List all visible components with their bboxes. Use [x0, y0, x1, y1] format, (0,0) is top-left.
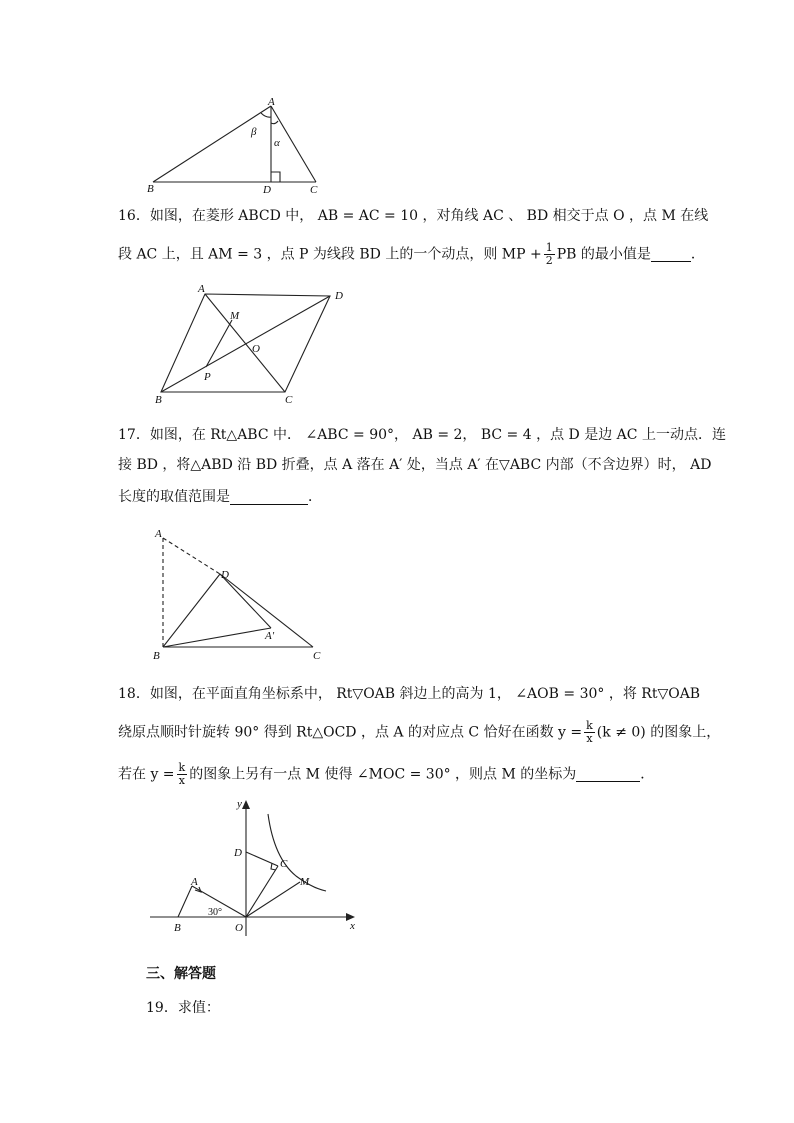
q17-line3: 长度的取值范围是 ． [118, 489, 322, 505]
figure-q18 [150, 796, 370, 940]
figure-q18-svg [150, 796, 370, 940]
label-a: A [191, 876, 198, 888]
label-alpha: α [274, 137, 280, 149]
answer-blank-q18[interactable] [576, 767, 640, 782]
q18-line2: 绕原点顺时针旋转 90° 得到 Rt△OCD ，点 A 的对应点 C 恰好在函数 y = $\frac{k}{x}$ (k ≠ 0) 的图象上， [118, 719, 721, 745]
fraction-half: $\frac{1}{2}$ [545, 241, 553, 267]
segment-om [246, 882, 300, 917]
hyperbola-curve [268, 814, 326, 891]
angle-arc-beta [261, 113, 271, 117]
segment-dc [246, 852, 278, 866]
fraction-k-over-x-2: $\frac{k}{x}$ [178, 761, 186, 787]
label-d: D [221, 569, 229, 581]
figure-q16-svg [152, 284, 352, 406]
segment-ab [153, 106, 271, 182]
figure-q15 [140, 96, 340, 198]
q18-line1: 18．如图，在平面直角坐标系中， Rt▽OAB 斜边上的高为 1， ∠AOB = 30° ，将 Rt▽OAB [118, 686, 701, 702]
segment-da1 [220, 574, 271, 628]
y-axis-arrow [242, 800, 250, 809]
angle-arc-alpha [271, 121, 278, 124]
label-c: C [285, 394, 293, 406]
right-angle-mark [271, 172, 280, 182]
figure-q17-svg [150, 526, 340, 666]
label-p: P [204, 371, 211, 383]
label-d: D [263, 184, 271, 196]
label-d: D [234, 847, 242, 859]
label-angle-30: 30° [208, 907, 222, 918]
label-b: B [155, 394, 162, 406]
segment-ba1 [163, 628, 271, 647]
label-o: O [252, 343, 260, 355]
label-a: A [268, 96, 275, 108]
diagonal-ac [205, 294, 285, 392]
q18-line3: 若在 y = $\frac{k}{x}$ 的图象上另有一点 M 使得 ∠MOC = 30° ，则点 M 的坐标为 ． [118, 761, 655, 787]
label-a-prime: A′ [265, 630, 275, 642]
segment-ba [178, 886, 192, 917]
figure-q15-svg [140, 96, 340, 198]
fraction-k-over-x: $\frac{k}{x}$ [586, 719, 593, 745]
segment-ad-dashed [163, 538, 220, 574]
segment-mp [206, 320, 232, 367]
section-heading: 三、解答题 [146, 966, 216, 982]
label-c: C [310, 184, 318, 196]
q17-line1: 17．如图，在 Rt△ABC 中． ∠ABC = 90°， AB = 2， BC = 4 ，点 D 是边 AC 上一动点．连 [118, 427, 726, 443]
label-d: D [335, 290, 343, 302]
q19-line: 19．求值： [146, 1000, 220, 1016]
label-x: x [350, 920, 355, 932]
label-b: B [153, 650, 160, 662]
label-b: B [147, 183, 154, 195]
answer-blank-q16[interactable] [651, 247, 691, 262]
figure-q17 [150, 526, 340, 666]
label-o: O [235, 922, 243, 934]
label-a: A [198, 283, 205, 295]
label-b: B [174, 922, 181, 934]
label-a: A [155, 528, 162, 540]
q16-line1: 16．如图，在菱形 ABCD 中， AB = AC = 10 ，对角线 AC 、 BD 相交于点 O ，点 M 在线 [118, 208, 709, 224]
segment-co [246, 866, 278, 917]
q16-line2: 段 AC 上，且 AM = 3 ，点 P 为线段 BD 上的一个动点，则 MP + $\frac{1}{2}$ PB 的最小值是 ． [118, 241, 705, 267]
answer-blank-q17[interactable] [230, 490, 308, 505]
figure-q16 [152, 284, 352, 406]
label-m: M [300, 876, 310, 888]
diagonal-bd [161, 296, 330, 392]
label-c: C [280, 858, 288, 870]
segment-bd [163, 574, 220, 647]
label-beta: β [251, 126, 257, 138]
label-y: y [237, 798, 242, 810]
label-m: M [230, 310, 240, 322]
label-c: C [313, 650, 321, 662]
q17-line2: 接 BD ，将△ABD 沿 BD 折叠，点 A 落在 A′ 处，当点 A′ 在▽ABC 内部（不含边界）时， AD [118, 457, 712, 473]
